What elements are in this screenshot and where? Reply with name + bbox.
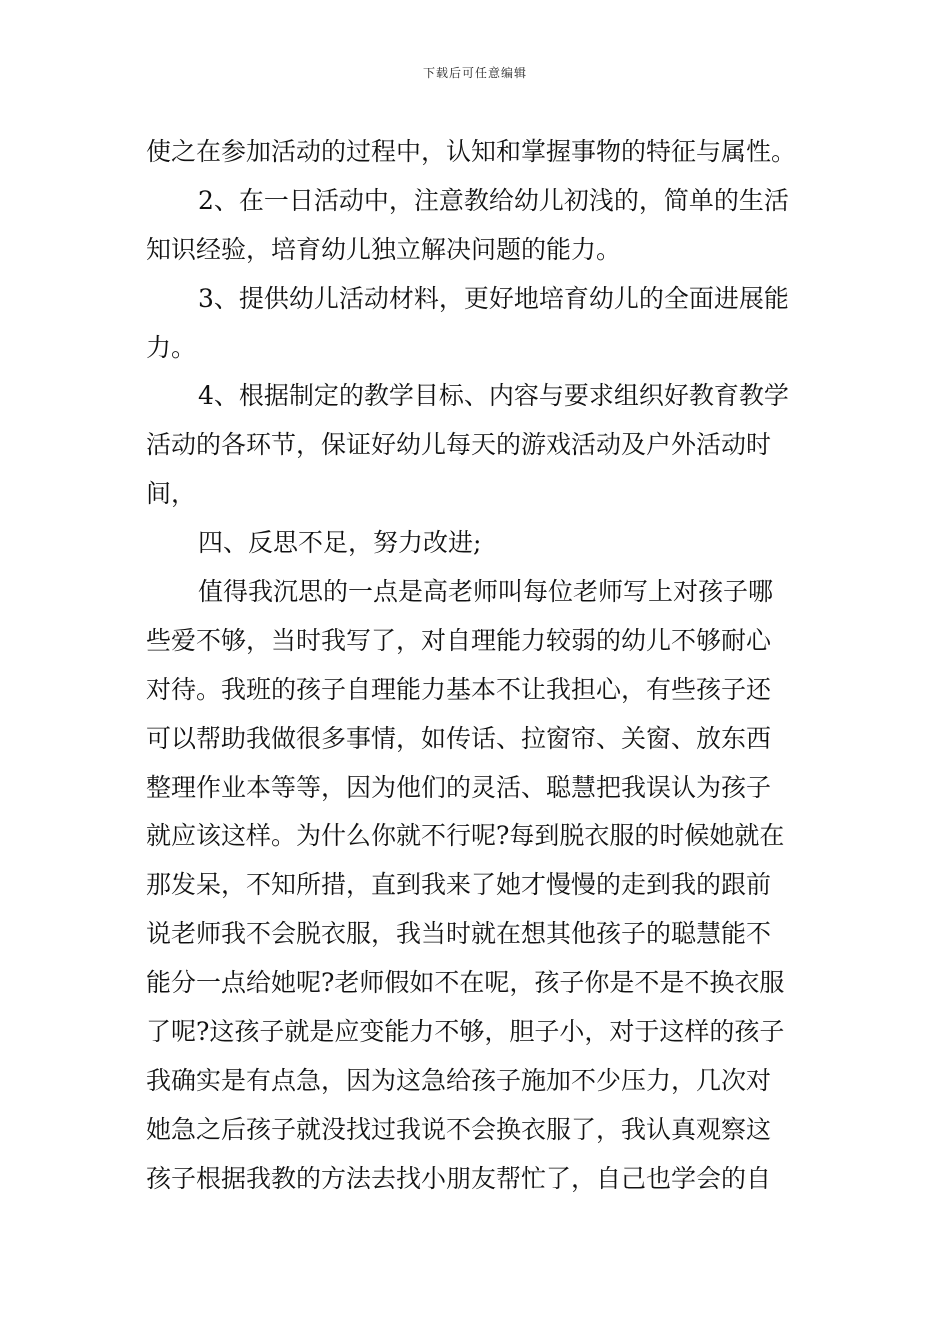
text-line: 力。 — [146, 332, 197, 362]
text-line: 间， — [146, 479, 197, 509]
text-line: 说老师我不会脱衣服，我当时就在想其他孩子的聪慧能不 — [146, 919, 772, 949]
text-line: 就应该这样。为什么你就不行呢?每到脱衣服的时候她就在 — [146, 821, 785, 851]
text-line: 活动的各环节，保证好幼儿每天的游戏活动及户外活动时 — [146, 430, 772, 460]
text-line: 整理作业本等等，因为他们的灵活、聪慧把我误认为孩子 — [146, 772, 772, 802]
text-line: 对待。我班的孩子自理能力基本不让我担心，有些孩子还 — [146, 674, 772, 704]
text-line: 3、提供幼儿活动材料，更好地培育幼儿的全面进展能 — [198, 283, 789, 313]
text-line: 使之在参加活动的过程中，认知和掌握事物的特征与属性。 — [146, 137, 797, 166]
text-line: 那发呆，不知所措，直到我来了她才慢慢的走到我的跟前 — [146, 870, 772, 900]
text-line: 孩子根据我教的方法去找小朋友帮忙了，自己也学会的自 — [146, 1163, 772, 1193]
text-line: 些爱不够，当时我写了，对自理能力较弱的幼儿不够耐心 — [146, 625, 772, 655]
text-line: 她急之后孩子就没找过我说不会换衣服了，我认真观察这 — [146, 1114, 772, 1144]
text-line: 4、根据制定的教学目标、内容与要求组织好教育教学 — [198, 381, 789, 411]
text-line: 了呢?这孩子就是应变能力不够，胆子小，对于这样的孩子 — [146, 1017, 785, 1047]
page-header: 下载后可任意编辑 — [422, 66, 527, 80]
text-line: 能分一点给她呢?老师假如不在呢，孩子你是不是不换衣服 — [146, 968, 785, 998]
text-line: 知识经验，培育幼儿独立解决问题的能力。 — [146, 234, 622, 264]
section-heading: 四、反思不足，努力改进; — [198, 528, 482, 558]
text-line: 我确实是有点急，因为这急给孩子施加不少压力，几次对 — [146, 1065, 772, 1095]
text-line: 可以帮助我做很多事情，如传话、拉窗帘、关窗、放东西 — [146, 723, 772, 753]
text-line: 值得我沉思的一点是高老师叫每位老师写上对孩子哪 — [198, 577, 774, 607]
text-line: 2、在一日活动中，注意教给幼儿初浅的，简单的生活 — [198, 185, 789, 215]
document-body — [146, 128, 810, 1204]
